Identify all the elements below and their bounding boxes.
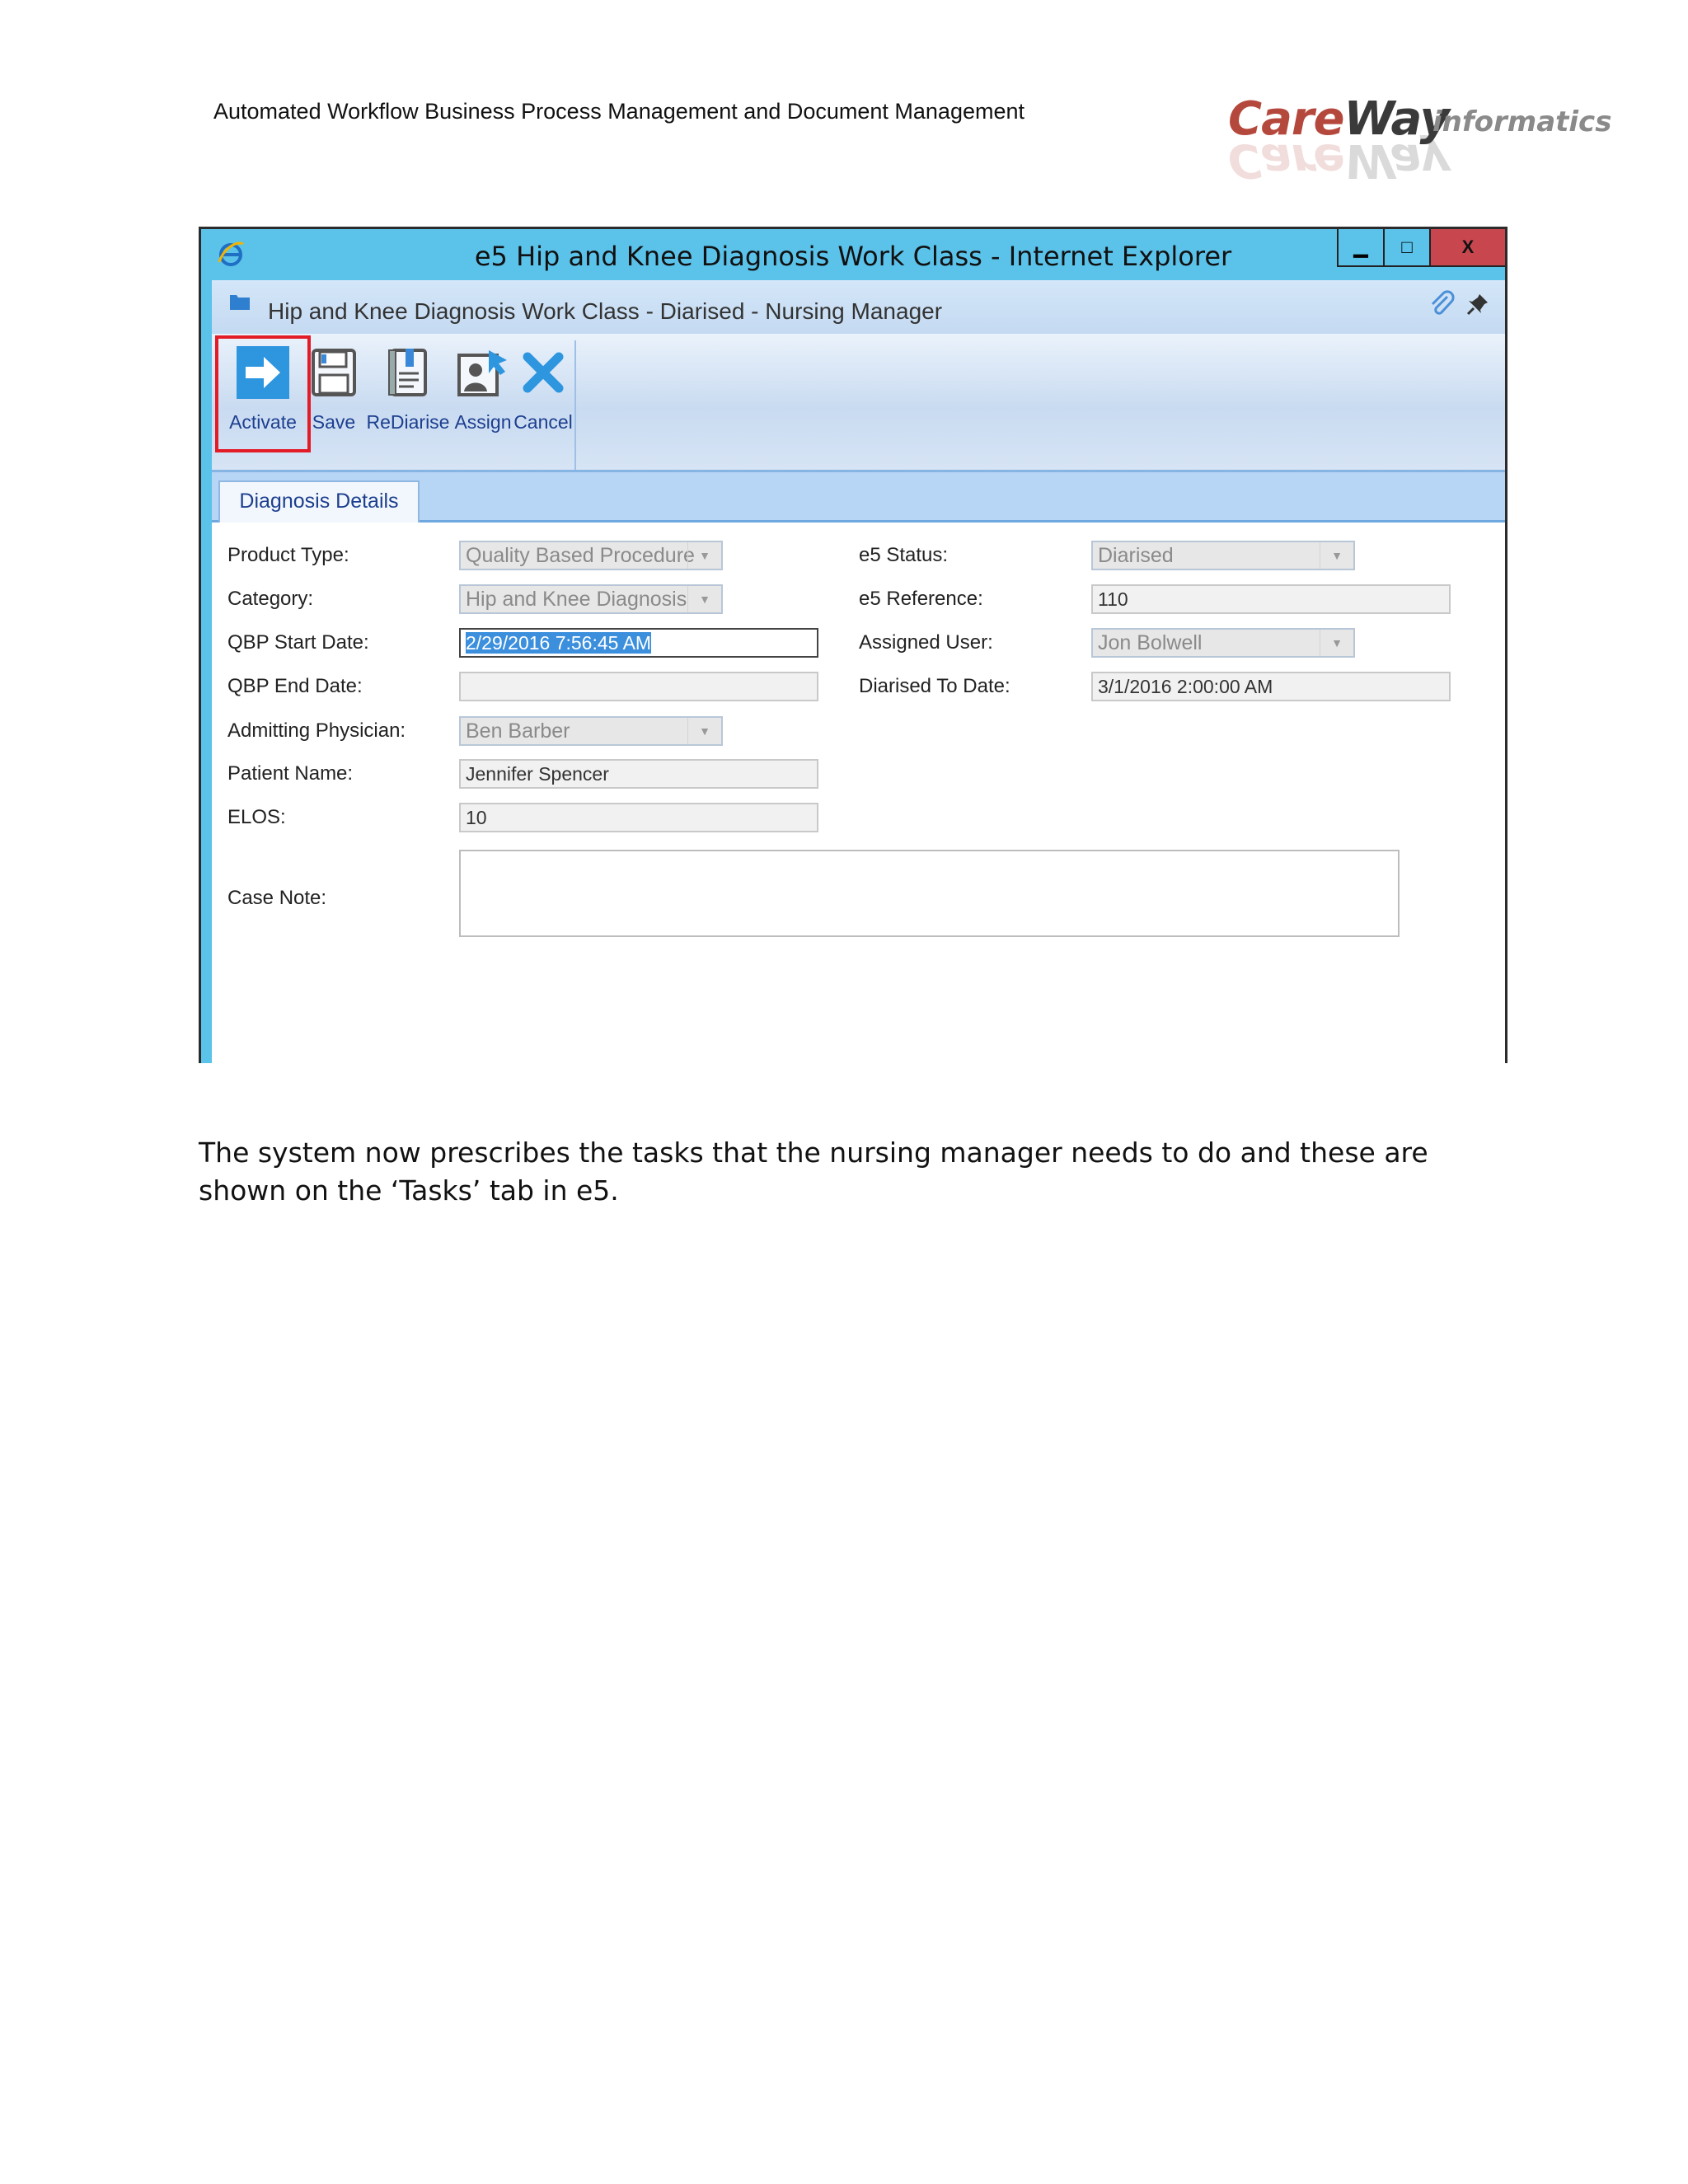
category-label: Category:: [227, 588, 314, 610]
assign-label: Assign: [454, 411, 512, 433]
qbp-start-date-label: QBP Start Date:: [227, 631, 369, 654]
product-type-select[interactable]: Quality Based Procedure ▼: [459, 541, 723, 570]
chevron-down-icon: ▼: [1320, 630, 1353, 656]
tab-diagnosis-details[interactable]: Diagnosis Details: [218, 480, 420, 523]
paperclip-icon[interactable]: [1428, 290, 1456, 318]
chevron-down-icon: ▼: [1320, 542, 1353, 569]
save-label: Save: [312, 411, 356, 433]
cancel-button[interactable]: [513, 345, 573, 451]
chevron-down-icon: ▼: [687, 586, 721, 612]
document-header: Automated Workflow Business Process Management and Document Management: [213, 99, 1025, 124]
e5-status-label: e5 Status:: [859, 544, 949, 566]
admitting-physician-label: Admitting Physician:: [227, 719, 406, 742]
e5-status-select[interactable]: Diarised ▼: [1091, 541, 1355, 570]
minimize-button[interactable]: ▁: [1337, 229, 1383, 267]
folder-icon: [228, 292, 251, 312]
floppy-disk-icon: [307, 345, 361, 400]
qbp-end-date-label: QBP End Date:: [227, 675, 363, 697]
form-title: Hip and Knee Diagnosis Work Class - Diarised - Nursing Manager: [268, 298, 943, 324]
highlight-box: [215, 335, 311, 452]
work-class-form: [212, 280, 1505, 1063]
pin-icon[interactable]: [1465, 292, 1490, 316]
rediarise-label: ReDiarise: [366, 411, 450, 433]
close-button[interactable]: X: [1429, 229, 1505, 267]
maximize-button[interactable]: □: [1383, 229, 1429, 267]
qbp-end-date-field[interactable]: [459, 672, 818, 701]
form-header-bar: [212, 280, 1505, 334]
activate-label: Activate: [229, 411, 297, 433]
save-button[interactable]: [304, 345, 363, 451]
chevron-down-icon: ▼: [687, 542, 721, 569]
diary-icon: [381, 345, 435, 400]
product-type-label: Product Type:: [227, 544, 349, 566]
activate-button[interactable]: [218, 345, 307, 451]
body-paragraph: The system now prescribes the tasks that the nursing manager needs to do and these are shown on the ‘Tasks’ tab in e5.: [199, 1137, 1428, 1207]
case-note-textarea[interactable]: [459, 850, 1400, 937]
assigned-user-select[interactable]: Jon Bolwell ▼: [1091, 628, 1355, 658]
category-select[interactable]: Hip and Knee Diagnosis ▼: [459, 584, 723, 614]
assign-user-icon: [456, 345, 510, 400]
rediarise-button[interactable]: [365, 345, 451, 451]
assign-button[interactable]: [452, 345, 513, 451]
ribbon-toolbar: [212, 334, 1505, 472]
ribbon-actions-group: [212, 340, 576, 470]
elos-label: ELOS:: [227, 806, 286, 828]
cancel-label: Cancel: [513, 411, 573, 433]
case-note-label: Case Note:: [227, 887, 327, 909]
diarised-to-date-field[interactable]: 3/1/2016 2:00:00 AM: [1091, 672, 1451, 701]
admitting-physician-select[interactable]: Ben Barber ▼: [459, 716, 723, 746]
tab-strip: [212, 472, 1505, 523]
assigned-user-label: Assigned User:: [859, 631, 993, 654]
elos-field[interactable]: 10: [459, 803, 818, 832]
e5-reference-field[interactable]: 110: [1091, 584, 1451, 614]
e5-reference-label: e5 Reference:: [859, 588, 983, 610]
ie-window: [199, 227, 1507, 1063]
careway-logo: CareWay informatics CareWay: [1228, 92, 1612, 187]
diarised-to-date-label: Diarised To Date:: [859, 675, 1010, 697]
x-icon: [516, 345, 570, 400]
qbp-start-date-field[interactable]: 2/29/2016 7:56:45 AM: [459, 628, 818, 658]
patient-name-label: Patient Name:: [227, 762, 354, 785]
window-title: e5 Hip and Knee Diagnosis Work Class - Internet Explorer: [474, 241, 1232, 272]
chevron-down-icon: ▼: [687, 718, 721, 744]
diagnosis-details-panel: [212, 523, 1505, 1063]
patient-name-field[interactable]: Jennifer Spencer: [459, 759, 818, 789]
window-titlebar[interactable]: [201, 229, 1505, 280]
